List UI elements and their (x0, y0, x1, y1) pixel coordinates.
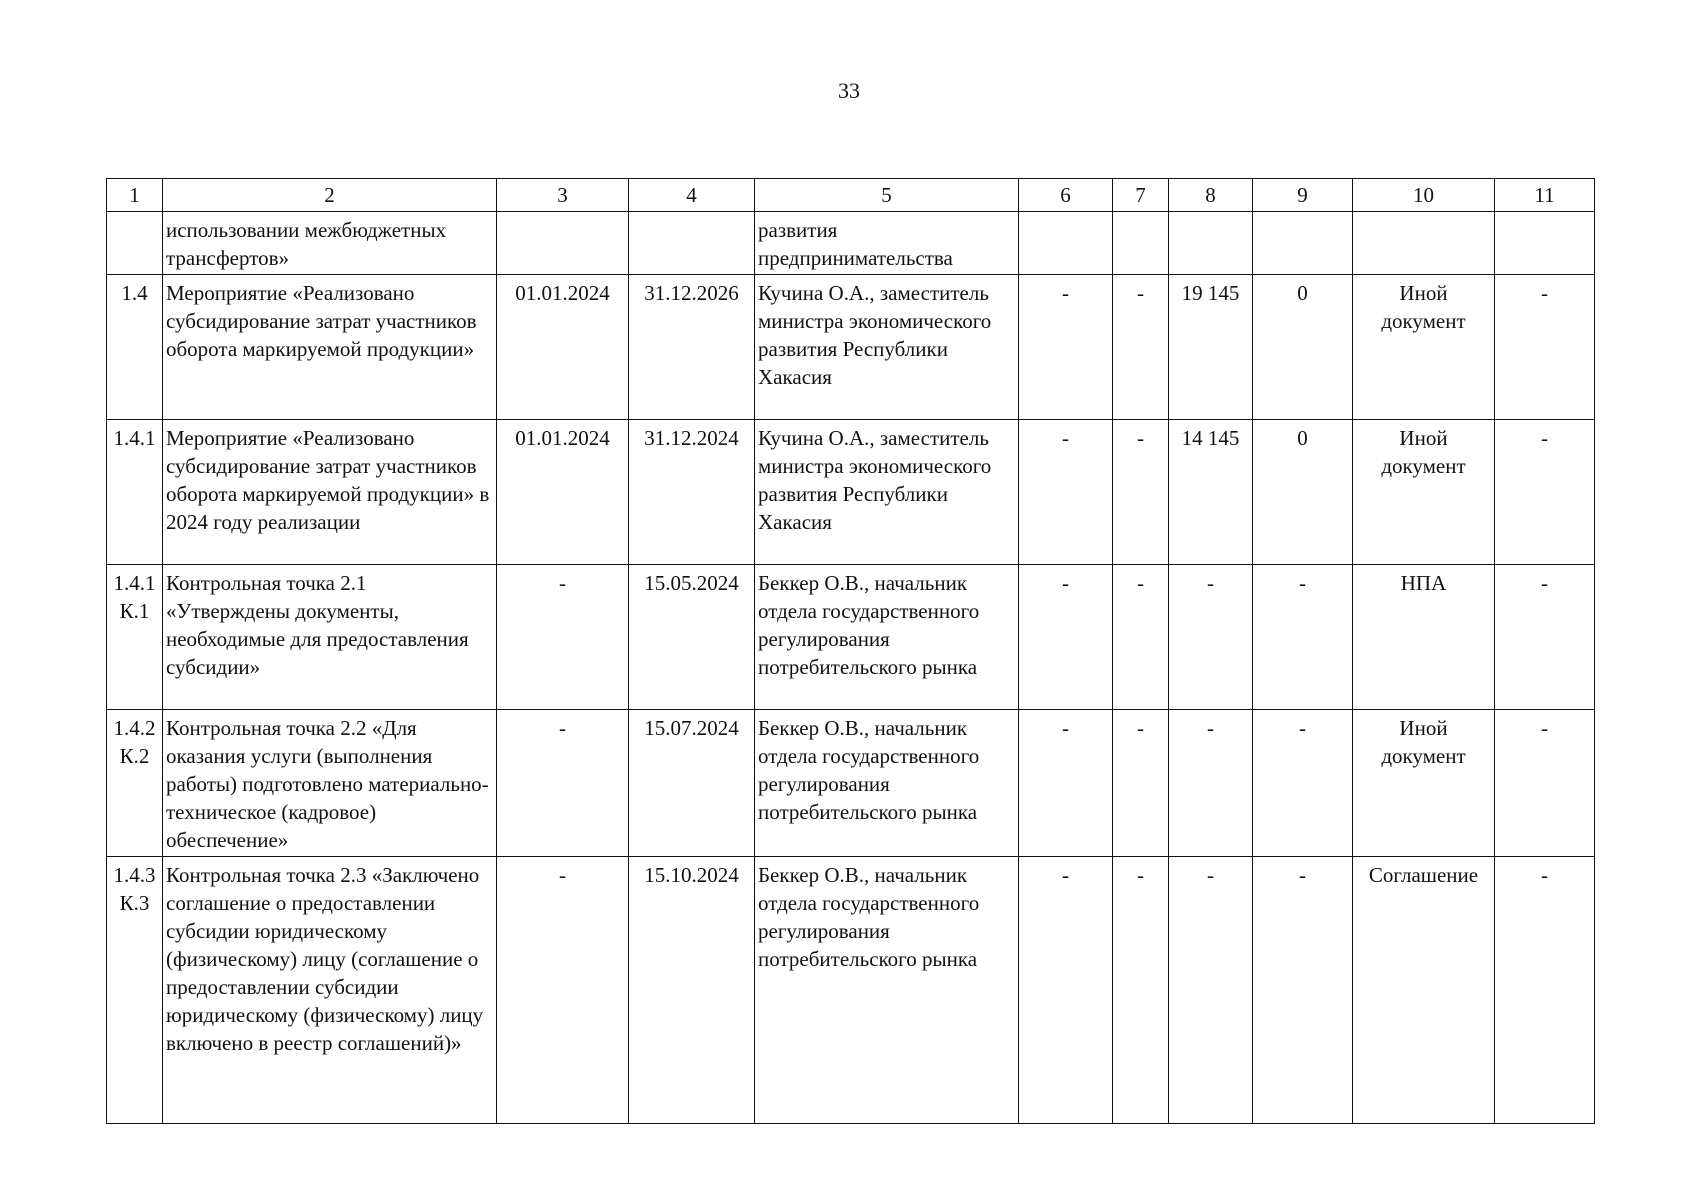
responsible-cell: Кучина О.А., заместитель министра экономического развития Республики Хакасия (755, 420, 1019, 565)
end-date-cell: 31.12.2024 (629, 420, 755, 565)
column-header-1: 1 (107, 179, 163, 212)
responsible-cell: Кучина О.А., заместитель министра экономического развития Республики Хакасия (755, 275, 1019, 420)
col6-cell: - (1019, 857, 1113, 1124)
row-number-cell: 1.4.1 К.1 (107, 565, 163, 710)
col9-cell: 0 (1253, 275, 1353, 420)
header-row (107, 179, 1595, 212)
table-row (107, 710, 1595, 857)
description-cell: Контрольная точка 2.3 «Заключено соглашение о предоставлении субсидии юридическому (физическому) лицу (соглашение о предоставлении субсидии юридическому (физическому) лицу включено в реестр соглашений)» (163, 857, 497, 1124)
page-number: 33 (838, 78, 860, 103)
end-date-cell (629, 212, 755, 275)
col7-cell: - (1113, 565, 1169, 710)
col9-cell: 0 (1253, 420, 1353, 565)
end-date-cell: 15.10.2024 (629, 857, 755, 1124)
document-type-cell: Иной документ (1353, 420, 1495, 565)
col6-cell: - (1019, 565, 1113, 710)
col7-cell (1113, 212, 1169, 275)
col11-cell (1495, 212, 1595, 275)
col6-cell: - (1019, 275, 1113, 420)
col8-cell: - (1169, 710, 1253, 857)
col8-cell: 14 145 (1169, 420, 1253, 565)
col9-cell: - (1253, 710, 1353, 857)
column-header-10: 10 (1353, 179, 1495, 212)
table-row (107, 275, 1595, 420)
column-header-8: 8 (1169, 179, 1253, 212)
document-type-cell: Иной документ (1353, 710, 1495, 857)
column-header-2: 2 (163, 179, 497, 212)
col11-cell: - (1495, 420, 1595, 565)
column-header-3: 3 (497, 179, 629, 212)
col7-cell: - (1113, 420, 1169, 565)
start-date-cell: 01.01.2024 (497, 275, 629, 420)
col7-cell: - (1113, 710, 1169, 857)
start-date-cell: 01.01.2024 (497, 420, 629, 565)
col8-cell: - (1169, 565, 1253, 710)
col7-cell: - (1113, 857, 1169, 1124)
document-type-cell (1353, 212, 1495, 275)
table-row (107, 212, 1595, 275)
column-header-6: 6 (1019, 179, 1113, 212)
description-cell: Контрольная точка 2.2 «Для оказания услуги (выполнения работы) подготовлено материально- техническое (кадровое) обеспечение» (163, 710, 497, 857)
col7-cell: - (1113, 275, 1169, 420)
row-number-cell: 1.4 (107, 275, 163, 420)
col11-cell: - (1495, 275, 1595, 420)
column-header-7: 7 (1113, 179, 1169, 212)
responsible-cell: развития предпринимательства (755, 212, 1019, 275)
start-date-cell (497, 212, 629, 275)
table-row (107, 420, 1595, 565)
description-cell: Мероприятие «Реализовано субсидирование затрат участников оборота маркируемой продукции» в 2024 году реализации (163, 420, 497, 565)
col8-cell (1169, 212, 1253, 275)
document-type-cell: Иной документ (1353, 275, 1495, 420)
end-date-cell: 31.12.2026 (629, 275, 755, 420)
end-date-cell: 15.07.2024 (629, 710, 755, 857)
col6-cell (1019, 212, 1113, 275)
column-header-4: 4 (629, 179, 755, 212)
description-cell: Мероприятие «Реализовано субсидирование затрат участников оборота маркируемой продукции» (163, 275, 497, 420)
description-cell: использовании межбюджетных трансфертов» (163, 212, 497, 275)
row-number-cell (107, 212, 163, 275)
row-number-cell: 1.4.1 (107, 420, 163, 565)
col11-cell: - (1495, 857, 1595, 1124)
end-date-cell: 15.05.2024 (629, 565, 755, 710)
row-number-cell: 1.4.3 К.3 (107, 857, 163, 1124)
document-type-cell: Соглашение (1353, 857, 1495, 1124)
description-cell: Контрольная точка 2.1 «Утверждены документы, необходимые для предоставления субсидии» (163, 565, 497, 710)
plan-table (106, 178, 1595, 1124)
col6-cell: - (1019, 420, 1113, 565)
col9-cell (1253, 212, 1353, 275)
responsible-cell: Беккер О.В., начальник отдела государственного регулирования потребительского рынка (755, 710, 1019, 857)
col8-cell: - (1169, 857, 1253, 1124)
col9-cell: - (1253, 857, 1353, 1124)
table-row (107, 565, 1595, 710)
responsible-cell: Беккер О.В., начальник отдела государственного регулирования потребительского рынка (755, 857, 1019, 1124)
start-date-cell: - (497, 710, 629, 857)
start-date-cell: - (497, 565, 629, 710)
table-row (107, 857, 1595, 1124)
start-date-cell: - (497, 857, 629, 1124)
col11-cell: - (1495, 565, 1595, 710)
col6-cell: - (1019, 710, 1113, 857)
col9-cell: - (1253, 565, 1353, 710)
row-number-cell: 1.4.2 К.2 (107, 710, 163, 857)
responsible-cell: Беккер О.В., начальник отдела государственного регулирования потребительского рынка (755, 565, 1019, 710)
col11-cell: - (1495, 710, 1595, 857)
column-header-9: 9 (1253, 179, 1353, 212)
col8-cell: 19 145 (1169, 275, 1253, 420)
column-header-11: 11 (1495, 179, 1595, 212)
document-type-cell: НПА (1353, 565, 1495, 710)
column-header-5: 5 (755, 179, 1019, 212)
